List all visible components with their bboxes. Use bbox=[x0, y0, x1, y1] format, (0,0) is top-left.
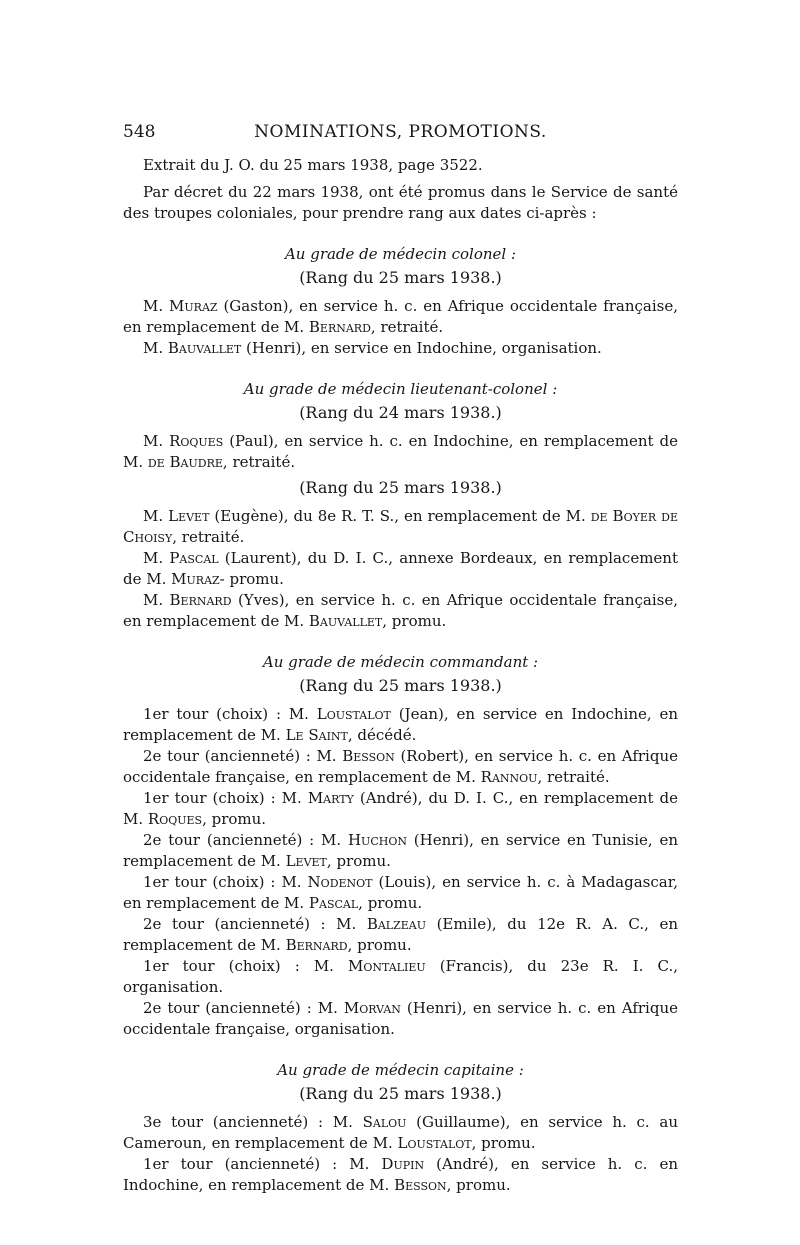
entry-text: (Paul), en service h. c. en Indochine, en remplacement de M. bbox=[123, 432, 678, 471]
entry-text: (Guillaume), en service h. c. au Cameroun, en remplacement de M. bbox=[123, 1113, 678, 1152]
entry-text: 1er tour (choix) : M. bbox=[143, 789, 308, 807]
entry-text: M. bbox=[143, 297, 170, 315]
surname: de Baudre bbox=[147, 453, 223, 471]
entry-text: (Robert), en service h. c. en Afrique occidentale française, en remplacement de M. bbox=[123, 747, 678, 786]
surname: Besson bbox=[394, 1176, 447, 1194]
entry-text: , promu. bbox=[382, 612, 447, 630]
surname: Loustalot bbox=[397, 1134, 472, 1152]
grade-heading-colonel: Au grade de médecin colonel : bbox=[284, 245, 517, 263]
promotion-entry bbox=[123, 548, 678, 590]
surname: Levet bbox=[168, 507, 210, 525]
entry-text: - promu. bbox=[219, 570, 284, 588]
promotion-entry bbox=[123, 704, 678, 746]
surname: Bauvallet bbox=[308, 612, 383, 630]
surname: Huchon bbox=[347, 831, 407, 849]
rang-date: (Rang du 24 mars 1938.) bbox=[299, 403, 502, 422]
entry-text: , promu. bbox=[358, 894, 423, 912]
promotion-entry bbox=[123, 506, 678, 548]
surname: Muraz bbox=[169, 297, 218, 315]
surname: Roques bbox=[169, 432, 224, 450]
surname: Balzeau bbox=[366, 915, 426, 933]
surname: Bauvallet bbox=[167, 339, 242, 357]
entry-text: M. bbox=[143, 549, 170, 567]
promotion-entry bbox=[123, 830, 678, 872]
page-header bbox=[123, 122, 678, 146]
surname: Nodenot bbox=[307, 873, 373, 891]
promotion-entry bbox=[123, 998, 678, 1040]
entry-text: 1er tour (ancienneté) : M. bbox=[143, 1155, 382, 1173]
surname: Bernard bbox=[169, 591, 232, 609]
surname: Salou bbox=[362, 1113, 407, 1131]
promotion-entry bbox=[123, 788, 678, 830]
entry-text: , promu. bbox=[202, 810, 267, 828]
surname: Le Saint bbox=[285, 726, 348, 744]
running-title: NOMINATIONS, PROMOTIONS. bbox=[254, 122, 547, 142]
page-number: 548 bbox=[123, 122, 156, 142]
promotion-entry bbox=[123, 872, 678, 914]
entry-text: 1er tour (choix) : M. bbox=[143, 873, 308, 891]
surname: Pascal bbox=[308, 894, 359, 912]
entry-text: (André), du D. I. C., en remplacement de M. bbox=[123, 789, 678, 828]
entry-text: 1er tour (choix) : M. bbox=[143, 705, 317, 723]
grade-heading-capitaine: Au grade de médecin capitaine : bbox=[277, 1061, 524, 1079]
grade-heading-commandant: Au grade de médecin commandant : bbox=[262, 653, 539, 671]
surname: Muraz bbox=[171, 570, 220, 588]
surname: Loustalot bbox=[316, 705, 391, 723]
surname: de Boyer de Choisy bbox=[123, 507, 678, 546]
entry-text: M. bbox=[143, 591, 170, 609]
extrait-line: Extrait du J. O. du 25 mars 1938, page 3522. bbox=[143, 156, 483, 174]
surname: Besson bbox=[342, 747, 395, 765]
entry-text: (Jean), en service en Indochine, en remplacement de M. bbox=[123, 705, 678, 744]
entry-text: , promu. bbox=[471, 1134, 536, 1152]
surname: Pascal bbox=[169, 549, 219, 567]
entry-text: (Louis), en service h. c. à Madagascar, en remplacement de M. bbox=[123, 873, 678, 912]
entry-text: , retraité. bbox=[172, 528, 245, 546]
promotion-entry bbox=[123, 590, 678, 632]
surname: Levet bbox=[285, 852, 327, 870]
promotion-entry bbox=[123, 296, 678, 338]
entry-text: , promu. bbox=[446, 1176, 511, 1194]
rang-date: (Rang du 25 mars 1938.) bbox=[299, 1084, 502, 1103]
entry-text: , retraité. bbox=[222, 453, 296, 471]
page-body bbox=[123, 155, 678, 1196]
surname: Bernard bbox=[308, 318, 371, 336]
surname: Morvan bbox=[343, 999, 401, 1017]
rang-date: (Rang du 25 mars 1938.) bbox=[299, 268, 502, 287]
promotion-entry bbox=[123, 914, 678, 956]
entry-text: (Henri), en service h. c. en Afrique occidentale française, organisation. bbox=[123, 999, 678, 1038]
entry-text: 1er tour (choix) : M. bbox=[143, 957, 348, 975]
rang-date: (Rang du 25 mars 1938.) bbox=[299, 478, 502, 497]
entry-text: 2e tour (ancienneté) : M. bbox=[143, 831, 348, 849]
surname: Marty bbox=[307, 789, 354, 807]
entry-text: (Emile), du 12e R. A. C., en remplacement de M. bbox=[123, 915, 678, 954]
promotion-entry bbox=[123, 956, 678, 998]
promotion-entry bbox=[123, 338, 678, 359]
decret-paragraph: Par décret du 22 mars 1938, ont été promus dans le Service de santé des troupes coloniales, pour prendre rang aux dates ci-après : bbox=[123, 183, 678, 222]
entry-text: , retraité. bbox=[370, 318, 444, 336]
promotion-entry bbox=[123, 1154, 678, 1196]
entry-text: (Eugène), du 8e R. T. S., en remplacement de M. bbox=[209, 507, 591, 525]
surname: Rannou bbox=[480, 768, 538, 786]
entry-text: M. bbox=[143, 507, 169, 525]
entry-text: (Henri), en service en Indochine, organisation. bbox=[241, 339, 602, 357]
entry-text: , promu. bbox=[326, 852, 391, 870]
surname: Bernard bbox=[285, 936, 348, 954]
entry-text: (André), en service h. c. en Indochine, en remplacement de M. bbox=[123, 1155, 678, 1194]
entry-text: 2e tour (ancienneté) : M. bbox=[143, 999, 344, 1017]
entry-text: (Henri), en service en Tunisie, en remplacement de M. bbox=[123, 831, 678, 870]
entry-text: (Francis), du 23e R. I. C., organisation. bbox=[123, 957, 678, 996]
entry-text: (Yves), en service h. c. en Afrique occidentale française, en remplacement de M. bbox=[123, 591, 678, 630]
entry-text: 3e tour (ancienneté) : M. bbox=[143, 1113, 363, 1131]
entry-text: , promu. bbox=[347, 936, 412, 954]
grade-heading-lieutenant-colonel: Au grade de médecin lieutenant-colonel : bbox=[243, 380, 558, 398]
promotion-entry bbox=[123, 1112, 678, 1154]
promotion-entry bbox=[123, 431, 678, 473]
rang-date: (Rang du 25 mars 1938.) bbox=[299, 676, 502, 695]
entry-text: M. bbox=[143, 339, 168, 357]
entry-text: (Gaston), en service h. c. en Afrique occidentale française, en remplacement de M. bbox=[123, 297, 678, 336]
entry-text: 2e tour (ancienneté) : M. bbox=[143, 747, 343, 765]
surname: Roques bbox=[147, 810, 203, 828]
entry-text: , décédé. bbox=[347, 726, 417, 744]
surname: Dupin bbox=[381, 1155, 425, 1173]
entry-text: (Laurent), du D. I. C., annexe Bordeaux, en remplacement de M. bbox=[123, 549, 678, 588]
entry-text: 2e tour (ancienneté) : M. bbox=[143, 915, 367, 933]
promotion-entry bbox=[123, 746, 678, 788]
entry-text: , retraité. bbox=[537, 768, 610, 786]
entry-text: M. bbox=[143, 432, 170, 450]
surname: Montalieu bbox=[348, 957, 426, 975]
